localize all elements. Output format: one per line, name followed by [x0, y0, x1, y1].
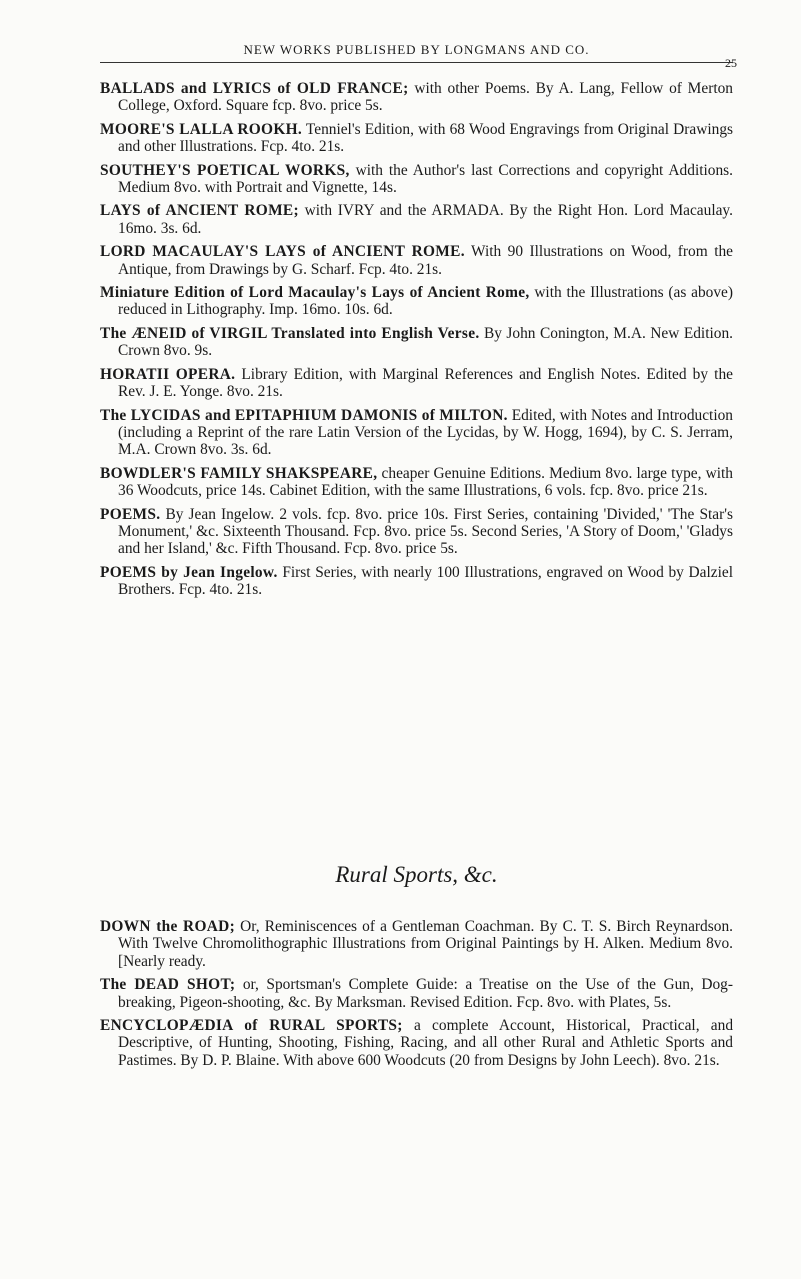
entry-text: First Series, with nearly 100 Illustrations, engraved on Wood by Dalziel Brothers. Fcp. 4to. 21s.: [118, 563, 733, 599]
entry-heading: MOORE'S LALLA ROOKH.: [100, 120, 303, 138]
catalogue-entry: [100, 202, 733, 237]
entry-heading: ENCYCLOPÆDIA of RURAL SPORTS;: [100, 1017, 403, 1035]
catalogue-entry: [100, 506, 733, 558]
catalogue-entry: [100, 121, 733, 156]
catalogue-entries: [100, 80, 733, 605]
catalogue-entry: [100, 284, 733, 319]
entry-heading: The LYCIDAS and EPITAPHIUM DAMONIS of MILTON.: [100, 406, 508, 424]
catalogue-entry: [100, 243, 733, 278]
catalogue-entry: [100, 162, 733, 197]
entry-text: By Jean Ingelow. 2 vols. fcp. 8vo. price 10s. First Series, containing 'Divided,' 'The Star's Monument,' &c. Sixteenth Thousand. Fcp. 8vo. price 5s. Second Series, 'A Story of Doom,' 'Gladys and her Island,' &c. Fifth Thousand. Fcp. 8vo. price 5s.: [118, 505, 733, 558]
running-head-title: NEW WORKS PUBLISHED BY LONGMANS AND CO.: [243, 42, 590, 57]
entry-heading: LAYS of ANCIENT ROME;: [100, 202, 299, 220]
entry-text: With 90 Illustrations on Wood, from the Antique, from Drawings by G. Scharf. Fcp. 4to. 21s.: [118, 243, 733, 278]
entry-text: Tenniel's Edition, with 68 Wood Engravings from Original Drawings and other Illustrations. Fcp. 4to. 21s.: [118, 120, 734, 156]
catalogue-entry: [100, 325, 733, 360]
entry-heading: The DEAD SHOT;: [100, 976, 236, 994]
catalogue-entry: [100, 1017, 733, 1069]
entry-text: with other Poems. By A. Lang, Fellow of Merton College, Oxford. Square fcp. 8vo. price 5s.: [118, 80, 733, 115]
entry-heading: LORD MACAULAY'S LAYS of ANCIENT ROME.: [100, 243, 465, 261]
entry-text: Or, Reminiscences of a Gentleman Coachman. By C. T. S. Birch Reynardson. With Twelve Chromolithographic Illustrations from Original Paintings by H. Alken. Medium 8vo. [Nearly ready.: [118, 918, 733, 970]
page-number: 25: [725, 56, 737, 70]
entry-text: a complete Account, Historical, Practical, and Descriptive, of Hunting, Shooting, Fishing, Racing, and all other Rural and Athletic Sports and Pastimes. By D. P. Blaine. With above 600 Woodcuts (20 from Designs by John Leech). 8vo. 21s.: [118, 1017, 734, 1069]
entry-heading: BOWDLER'S FAMILY SHAKSPEARE,: [100, 464, 378, 482]
entry-heading: BALLADS and LYRICS of OLD FRANCE;: [100, 80, 409, 97]
entry-heading: Miniature Edition of Lord Macaulay's Lays of Ancient Rome,: [100, 284, 530, 302]
entry-heading: HORATII OPERA.: [100, 365, 236, 383]
catalogue-entry: [100, 465, 733, 500]
entry-text: cheaper Genuine Editions. Medium 8vo. large type, with 36 Woodcuts, price 14s. Cabinet Edition, with the same Illustrations, 6 vols. fcp. 8vo. price 21s.: [118, 464, 733, 500]
catalogue-entry: [100, 564, 733, 599]
entry-text: with the Author's last Corrections and copyright Additions. Medium 8vo. with Portrait and Vignette, 14s.: [118, 161, 733, 197]
entry-heading: DOWN the ROAD;: [100, 918, 235, 935]
catalogue-entry: [100, 407, 733, 459]
catalogue-entry: [100, 366, 733, 401]
entry-heading: POEMS by Jean Ingelow.: [100, 563, 278, 581]
entry-text: Library Edition, with Marginal References and English Notes. Edited by the Rev. J. E. Yonge. 8vo. 21s.: [118, 365, 733, 401]
section-title: Rural Sports, &c.: [335, 862, 498, 887]
entry-text: or, Sportsman's Complete Guide: a Treatise on the Use of the Gun, Dog-breaking, Pigeon-shooting, &c. By Marksman. Revised Edition. Fcp. 8vo. with Plates, 5s.: [118, 976, 733, 1011]
entry-heading: SOUTHEY'S POETICAL WORKS,: [100, 161, 350, 179]
entry-text: By John Conington, M.A. New Edition. Crown 8vo. 9s.: [118, 324, 733, 360]
entry-text: with IVRY and the ARMADA. By the Right Hon. Lord Macaulay. 16mo. 3s. 6d.: [118, 202, 733, 237]
rural-sports-entries: [100, 918, 733, 1075]
entry-text: with the Illustrations (as above) reduced in Lithography. Imp. 16mo. 10s. 6d.: [118, 284, 733, 319]
entry-heading: The ÆNEID of VIRGIL Translated into English Verse.: [100, 324, 480, 342]
catalogue-entry: [100, 80, 733, 115]
catalogue-entry: [100, 976, 733, 1011]
header-rule: [100, 62, 733, 63]
catalogue-entry: [100, 918, 733, 970]
entry-text: Edited, with Notes and Introduction (including a Reprint of the rare Latin Version of the Lycidas, by W. Hogg, 1694), by C. S. Jerram, M.A. Crown 8vo. 3s. 6d.: [118, 406, 733, 459]
entry-heading: POEMS.: [100, 505, 161, 523]
